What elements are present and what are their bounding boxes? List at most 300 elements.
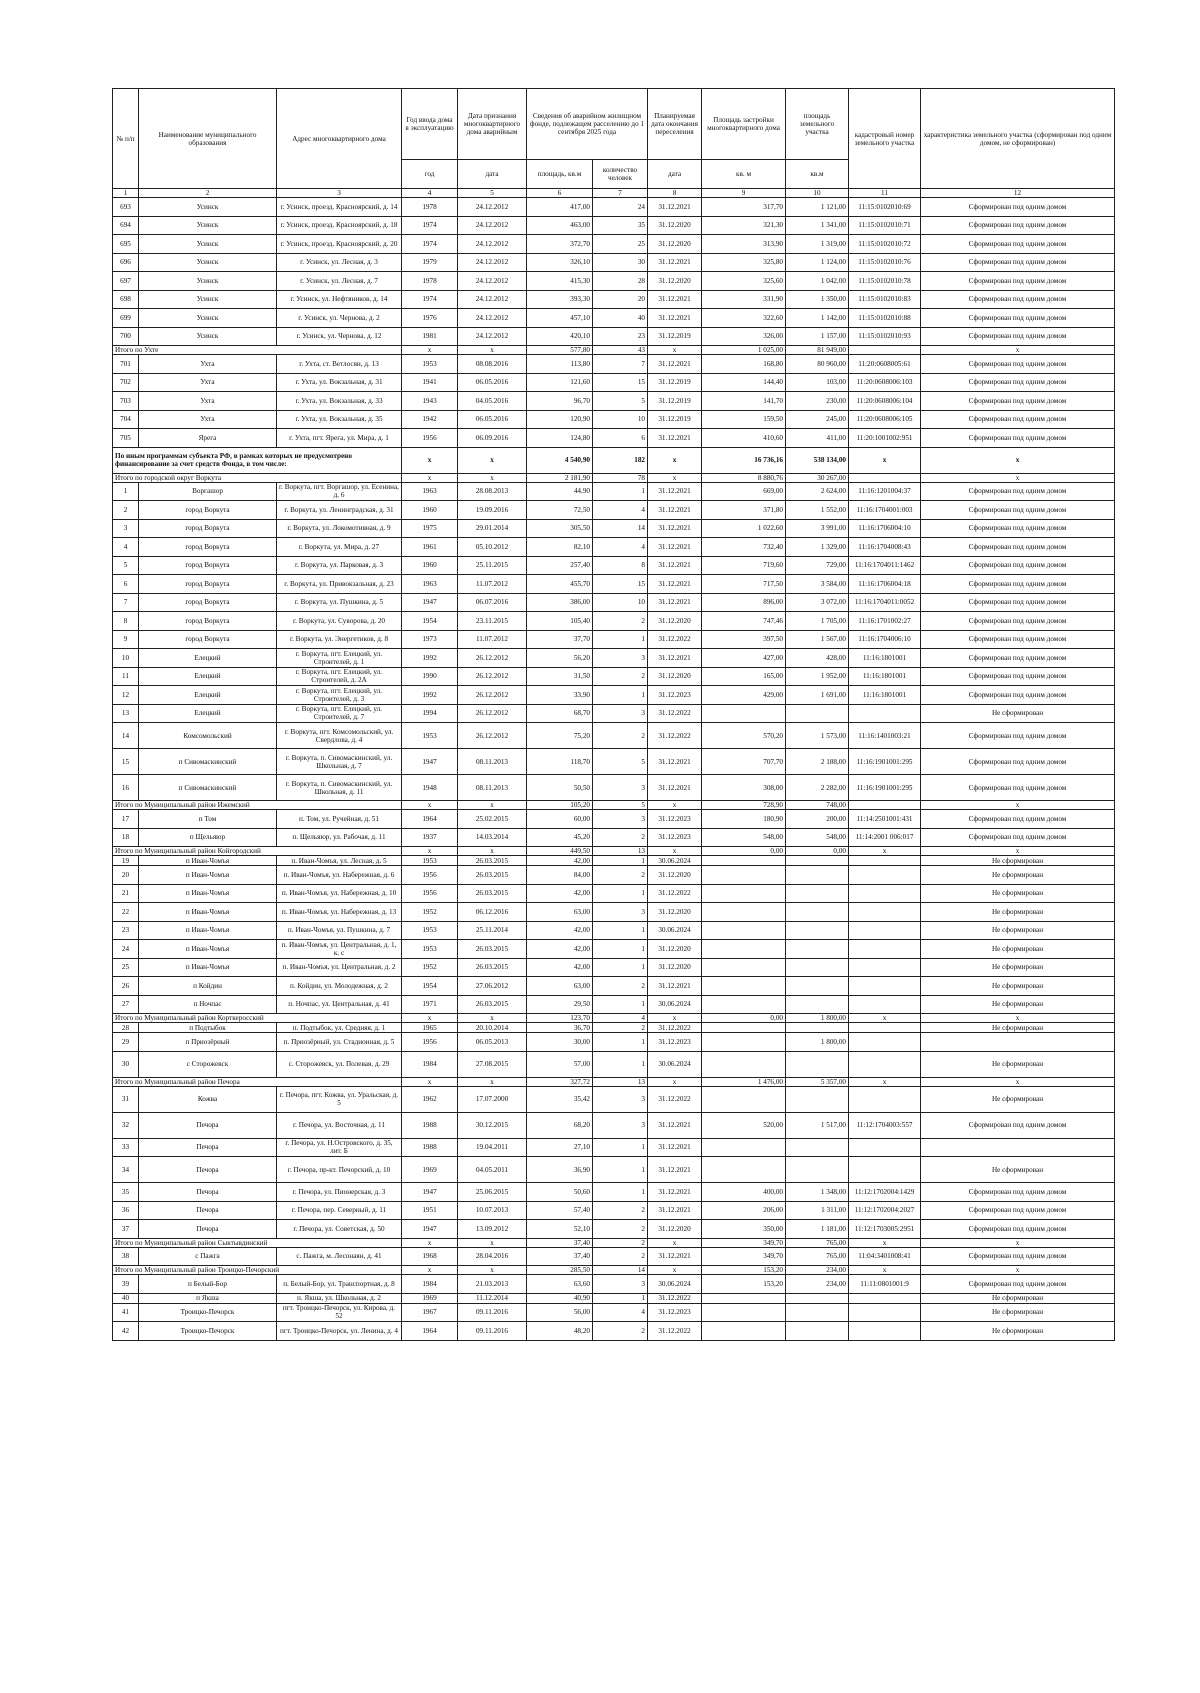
date-emergency-cell: 11.12.2014 [458, 1293, 527, 1303]
column-number: 3 [277, 189, 402, 198]
row-no-cell: 702 [113, 373, 139, 392]
area-cell: 415,30 [527, 272, 593, 291]
municipality-cell: п Иван-Чомъя [139, 958, 277, 977]
people-cell: 2 [593, 866, 648, 885]
planned-date-cell: 31.12.2021 [648, 501, 702, 520]
subtotal-cell: 327,72 [527, 1077, 593, 1086]
date-emergency-cell: 21.03.2013 [458, 1275, 527, 1294]
area-cell: 124,80 [527, 429, 593, 448]
table-row [113, 704, 1115, 723]
row-no-cell: 39 [113, 1275, 139, 1294]
land-area-cell: 3 584,00 [786, 575, 849, 594]
build-area-cell: 520,00 [702, 1112, 786, 1138]
municipality-cell: Троицко-Печорск [139, 1322, 277, 1341]
cadastral-number-cell: 11:16:1801001 [849, 649, 921, 668]
subtotal-cell: x [458, 847, 527, 856]
people-cell: 2 [593, 667, 648, 686]
table-row [113, 1183, 1115, 1202]
land-characteristic-cell: Не сформирован [921, 884, 1115, 903]
land-area-cell: 1 350,00 [786, 290, 849, 309]
planned-date-cell: 31.12.2022 [648, 1293, 702, 1303]
header-date-emergency: Дата признания многоквартирного дома аварийным [458, 89, 527, 160]
area-cell: 72,50 [527, 501, 593, 520]
table-row [113, 556, 1115, 575]
table-row [113, 884, 1115, 903]
table-row [113, 1138, 1115, 1157]
people-cell: 4 [593, 538, 648, 557]
build-area-cell: 325,60 [702, 272, 786, 291]
cadastral-number-cell: 11:16:1801001 [849, 667, 921, 686]
land-area-cell: 1 142,00 [786, 309, 849, 328]
subtotal-label: Итого по Муниципальный район Сыктывдинский [113, 1238, 402, 1247]
planned-date-cell: 31.12.2021 [648, 429, 702, 448]
people-cell: 15 [593, 575, 648, 594]
land-characteristic-cell: Сформирован под одним домом [921, 1183, 1115, 1202]
row-no-cell: 9 [113, 630, 139, 649]
cadastral-number-cell [849, 856, 921, 866]
municipality-cell: город Воркута [139, 630, 277, 649]
year-cell: 1984 [402, 1051, 458, 1077]
sub-area: площадь, кв.м [527, 160, 593, 189]
column-number: 1 [113, 189, 139, 198]
table-body [113, 198, 1115, 1341]
area-cell: 121,60 [527, 373, 593, 392]
subtotal-cell: x [648, 1238, 702, 1247]
build-area-cell: 429,00 [702, 686, 786, 705]
year-cell: 1967 [402, 1303, 458, 1322]
sub-sqm-land: кв.м [786, 160, 849, 189]
header-land-area: площадь земельного участка [786, 89, 849, 160]
cadastral-number-cell: 11:16:1704008:43 [849, 538, 921, 557]
land-characteristic-cell: Не сформирован [921, 1322, 1115, 1341]
row-no-cell: 12 [113, 686, 139, 705]
build-area-cell: 1 022,60 [702, 519, 786, 538]
subtotal-row [113, 473, 1115, 482]
municipality-cell: Печора [139, 1220, 277, 1239]
cadastral-number-cell [849, 704, 921, 723]
subtotal-cell: x [921, 1077, 1115, 1086]
people-cell: 20 [593, 290, 648, 309]
municipality-cell: город Воркута [139, 593, 277, 612]
table-row [113, 995, 1115, 1014]
land-area-cell: 1 800,00 [786, 1033, 849, 1052]
build-area-cell [702, 1086, 786, 1112]
planned-date-cell: 31.12.2019 [648, 392, 702, 411]
build-area-cell: 350,00 [702, 1220, 786, 1239]
land-characteristic-cell: Сформирован под одним домом [921, 1201, 1115, 1220]
people-cell: 14 [593, 519, 648, 538]
build-area-cell: 322,60 [702, 309, 786, 328]
area-cell: 30,00 [527, 1033, 593, 1052]
address-cell: пгт. Троицко-Печорск, ул. Ленина, д. 4 [277, 1322, 402, 1341]
municipality-cell: Елецкий [139, 704, 277, 723]
date-emergency-cell: 27.08.2015 [458, 1051, 527, 1077]
table-row [113, 309, 1115, 328]
cadastral-number-cell [849, 940, 921, 959]
land-characteristic-cell: Сформирован под одним домом [921, 290, 1115, 309]
build-area-cell: 206,00 [702, 1201, 786, 1220]
subtotal-cell: x [458, 1077, 527, 1086]
area-cell: 417,00 [527, 198, 593, 217]
land-area-cell [786, 921, 849, 940]
table-row [113, 1247, 1115, 1266]
table-row [113, 519, 1115, 538]
year-cell: 1947 [402, 749, 458, 775]
address-cell: г. Печора, ул. Восточная, д. 11 [277, 1112, 402, 1138]
year-cell: 1968 [402, 1247, 458, 1266]
land-area-cell [786, 704, 849, 723]
land-area-cell: 1 341,00 [786, 216, 849, 235]
subtotal-cell: x [921, 801, 1115, 810]
cadastral-number-cell [849, 884, 921, 903]
planned-date-cell: 31.12.2019 [648, 410, 702, 429]
address-cell: с. Сторожевск, ул. Полевая, д. 29 [277, 1051, 402, 1077]
subtotal-label: Итого по Муниципальный район Троицко-Печорский [113, 1266, 402, 1275]
land-area-cell [786, 1322, 849, 1341]
planned-date-cell: 31.12.2023 [648, 1303, 702, 1322]
municipality-cell: Комсомольский [139, 723, 277, 749]
planned-date-cell: 31.12.2019 [648, 373, 702, 392]
municipality-cell: Печора [139, 1157, 277, 1183]
planned-date-cell: 31.12.2021 [648, 355, 702, 374]
area-cell: 372,70 [527, 235, 593, 254]
land-characteristic-cell: Сформирован под одним домом [921, 1247, 1115, 1266]
table-row [113, 1293, 1115, 1303]
cadastral-number-cell: 11:16:1901001:295 [849, 749, 921, 775]
municipality-cell: с Пажга [139, 1247, 277, 1266]
year-cell: 1965 [402, 1023, 458, 1033]
area-cell: 36,70 [527, 1023, 593, 1033]
year-cell: 1988 [402, 1112, 458, 1138]
address-cell: г. Воркута, пгт. Елецкий, ул. Строителей, д. 1 [277, 649, 402, 668]
land-area-cell: 234,00 [786, 1275, 849, 1294]
year-cell: 1954 [402, 612, 458, 631]
build-area-cell: 707,70 [702, 749, 786, 775]
area-cell: 63,60 [527, 1275, 593, 1294]
row-no-cell: 21 [113, 884, 139, 903]
municipality-cell: Ухта [139, 392, 277, 411]
cadastral-number-cell: 11:16:1901001:295 [849, 775, 921, 801]
table-row [113, 649, 1115, 668]
cadastral-number-cell: 11:14:2501001:431 [849, 810, 921, 829]
row-no-cell: 23 [113, 921, 139, 940]
area-cell: 105,40 [527, 612, 593, 631]
land-characteristic-cell: Сформирован под одним домом [921, 723, 1115, 749]
table-row [113, 940, 1115, 959]
land-characteristic-cell: Не сформирован [921, 1023, 1115, 1033]
table-row [113, 272, 1115, 291]
sub-year: год [402, 160, 458, 189]
row-no-cell: 33 [113, 1138, 139, 1157]
row-no-cell: 5 [113, 556, 139, 575]
land-characteristic-cell: Сформирован под одним домом [921, 649, 1115, 668]
address-cell: г. Воркута, ул. Пушкина, д. 5 [277, 593, 402, 612]
date-emergency-cell: 06.05.2016 [458, 373, 527, 392]
date-emergency-cell: 25.11.2015 [458, 556, 527, 575]
column-number-row [113, 189, 1115, 198]
subtotal-label: Итого по Муниципальный район Корткеросский [113, 1014, 402, 1023]
area-cell: 56,00 [527, 1303, 593, 1322]
row-no-cell: 16 [113, 775, 139, 801]
table-row [113, 958, 1115, 977]
column-number: 11 [849, 189, 921, 198]
subtotal-cell: x [458, 1238, 527, 1247]
date-emergency-cell: 26.03.2015 [458, 866, 527, 885]
municipality-cell: Воргашор [139, 482, 277, 501]
subtotal-cell: x [458, 1014, 527, 1023]
table-row [113, 866, 1115, 885]
table-row [113, 575, 1115, 594]
area-cell: 52,10 [527, 1220, 593, 1239]
subtotal-cell: x [921, 1014, 1115, 1023]
build-area-cell: 371,80 [702, 501, 786, 520]
cadastral-number-cell: 11:16:1401003:21 [849, 723, 921, 749]
land-area-cell: 1 311,00 [786, 1201, 849, 1220]
date-emergency-cell: 26.12.2012 [458, 723, 527, 749]
land-characteristic-cell: Сформирован под одним домом [921, 538, 1115, 557]
sub-date-planned: дата [648, 160, 702, 189]
people-cell: 1 [593, 940, 648, 959]
subtotal-cell: 123,70 [527, 1014, 593, 1023]
municipality-cell: Печора [139, 1138, 277, 1157]
table-row [113, 921, 1115, 940]
date-emergency-cell: 24.12.2012 [458, 198, 527, 217]
date-emergency-cell: 13.09.2012 [458, 1220, 527, 1239]
land-characteristic-cell: Не сформирован [921, 958, 1115, 977]
year-cell: 1962 [402, 1086, 458, 1112]
area-cell: 393,30 [527, 290, 593, 309]
table-row [113, 1220, 1115, 1239]
area-cell: 37,70 [527, 630, 593, 649]
land-characteristic-cell: Сформирован под одним домом [921, 501, 1115, 520]
address-cell: г. Усинск, ул. Чернова, д. 2 [277, 309, 402, 328]
planned-date-cell: 31.12.2021 [648, 649, 702, 668]
table-row [113, 810, 1115, 829]
land-area-cell: 200,00 [786, 810, 849, 829]
land-area-cell [786, 1023, 849, 1033]
planned-date-cell: 30.06.2024 [648, 856, 702, 866]
municipality-cell: город Воркута [139, 612, 277, 631]
area-cell: 50,60 [527, 1183, 593, 1202]
date-emergency-cell: 26.03.2015 [458, 940, 527, 959]
row-no-cell: 14 [113, 723, 139, 749]
planned-date-cell: 31.12.2021 [648, 1201, 702, 1220]
subtotal-label: Итого по городской округ Воркута [113, 473, 402, 482]
area-cell: 420,10 [527, 327, 593, 346]
date-emergency-cell: 10.07.2013 [458, 1201, 527, 1220]
date-emergency-cell: 24.12.2012 [458, 216, 527, 235]
date-emergency-cell: 06.05.2013 [458, 1033, 527, 1052]
address-cell: г. Воркута, п. Сивомаскинский, ул. Школьная, д. 11 [277, 775, 402, 801]
row-no-cell: 700 [113, 327, 139, 346]
area-cell: 40,90 [527, 1293, 593, 1303]
subtotal-cell: 234,00 [786, 1266, 849, 1275]
address-cell: г. Печора, ул. Пионерская, д. 3 [277, 1183, 402, 1202]
municipality-cell: Ухта [139, 355, 277, 374]
table-row [113, 482, 1115, 501]
land-area-cell: 1 517,00 [786, 1112, 849, 1138]
row-no-cell: 35 [113, 1183, 139, 1202]
subtotal-cell: x [648, 447, 702, 473]
build-area-cell: 669,00 [702, 482, 786, 501]
build-area-cell: 427,00 [702, 649, 786, 668]
planned-date-cell: 31.12.2021 [648, 775, 702, 801]
date-emergency-cell: 19.09.2016 [458, 501, 527, 520]
year-cell: 1947 [402, 593, 458, 612]
people-cell: 15 [593, 373, 648, 392]
land-characteristic-cell: Не сформирован [921, 1293, 1115, 1303]
year-cell: 1942 [402, 410, 458, 429]
build-area-cell: 321,30 [702, 216, 786, 235]
build-area-cell: 717,50 [702, 575, 786, 594]
people-cell: 1 [593, 958, 648, 977]
housing-table [112, 88, 1115, 1341]
land-characteristic-cell: Не сформирован [921, 940, 1115, 959]
land-characteristic-cell: Сформирован под одним домом [921, 392, 1115, 411]
planned-date-cell: 31.12.2021 [648, 1112, 702, 1138]
municipality-cell: п Якша [139, 1293, 277, 1303]
address-cell: п. Иван-Чомъя, ул. Лесная, д. 5 [277, 856, 402, 866]
municipality-cell: Ярега [139, 429, 277, 448]
date-emergency-cell: 09.11.2016 [458, 1322, 527, 1341]
subtotal-cell: x [402, 847, 458, 856]
planned-date-cell: 31.12.2021 [648, 519, 702, 538]
subtotal-cell: x [402, 346, 458, 355]
people-cell: 1 [593, 884, 648, 903]
land-area-cell [786, 940, 849, 959]
build-area-cell [702, 1303, 786, 1322]
people-cell: 2 [593, 977, 648, 996]
land-area-cell [786, 1051, 849, 1077]
people-cell: 3 [593, 775, 648, 801]
subtotal-cell: 577,80 [527, 346, 593, 355]
municipality-cell: город Воркута [139, 501, 277, 520]
land-characteristic-cell: Сформирован под одним домом [921, 1112, 1115, 1138]
people-cell: 3 [593, 704, 648, 723]
people-cell: 10 [593, 593, 648, 612]
row-no-cell: 37 [113, 1220, 139, 1239]
land-area-cell [786, 884, 849, 903]
table-row [113, 538, 1115, 557]
year-cell: 1953 [402, 856, 458, 866]
year-cell: 1974 [402, 216, 458, 235]
subtotal-cell: 1 800,00 [786, 1014, 849, 1023]
land-area-cell: 1 552,00 [786, 501, 849, 520]
build-area-cell [702, 958, 786, 977]
subtotal-cell: 765,00 [786, 1238, 849, 1247]
year-cell: 1956 [402, 866, 458, 885]
row-no-cell: 31 [113, 1086, 139, 1112]
year-cell: 1952 [402, 958, 458, 977]
table-row [113, 667, 1115, 686]
sub-people: количество человек [593, 160, 648, 189]
table-row [113, 723, 1115, 749]
table-row [113, 410, 1115, 429]
area-cell: 113,80 [527, 355, 593, 374]
area-cell: 96,70 [527, 392, 593, 411]
build-area-cell [702, 1023, 786, 1033]
year-cell: 1964 [402, 810, 458, 829]
subtotal-cell: 1 025,00 [702, 346, 786, 355]
municipality-cell: Печора [139, 1201, 277, 1220]
address-cell: п. Ночпас, ул. Центральная, д. 41 [277, 995, 402, 1014]
people-cell: 2 [593, 1220, 648, 1239]
address-cell: г. Усинск, проезд. Красноярский, д. 14 [277, 198, 402, 217]
land-characteristic-cell: Не сформирован [921, 903, 1115, 922]
cadastral-number-cell: 11:12:1702004:2027 [849, 1201, 921, 1220]
subtotal-cell: x [402, 1077, 458, 1086]
land-characteristic-cell [921, 1033, 1115, 1052]
planned-date-cell: 31.12.2022 [648, 723, 702, 749]
row-no-cell: 697 [113, 272, 139, 291]
address-cell: п. Иван-Чомъя, ул. Набережная, д. 6 [277, 866, 402, 885]
row-no-cell: 40 [113, 1293, 139, 1303]
date-emergency-cell: 30.12.2015 [458, 1112, 527, 1138]
planned-date-cell: 30.06.2024 [648, 921, 702, 940]
municipality-cell: город Воркута [139, 556, 277, 575]
land-characteristic-cell: Не сформирован [921, 1086, 1115, 1112]
land-characteristic-cell: Сформирован под одним домом [921, 593, 1115, 612]
subtotal-label: Итого по Муниципальный район Койгородский [113, 847, 402, 856]
date-emergency-cell: 29.01.2014 [458, 519, 527, 538]
address-cell: г. Ухта, ул. Вокзальная, д. 31 [277, 373, 402, 392]
planned-date-cell: 31.12.2021 [648, 575, 702, 594]
table-row [113, 1086, 1115, 1112]
land-characteristic-cell: Не сформирован [921, 856, 1115, 866]
cadastral-number-cell: 11:16:1704006:10 [849, 630, 921, 649]
year-cell: 1956 [402, 884, 458, 903]
year-cell: 1956 [402, 429, 458, 448]
land-characteristic-cell [921, 1138, 1115, 1157]
address-cell: п. Иван-Чомъя, ул. Пушкина, д. 7 [277, 921, 402, 940]
land-characteristic-cell: Сформирован под одним домом [921, 198, 1115, 217]
planned-date-cell: 31.12.2023 [648, 1033, 702, 1052]
land-characteristic-cell: Сформирован под одним домом [921, 253, 1115, 272]
land-characteristic-cell: Сформирован под одним домом [921, 1275, 1115, 1294]
people-cell: 1 [593, 1138, 648, 1157]
year-cell: 1988 [402, 1138, 458, 1157]
land-area-cell: 1 121,00 [786, 198, 849, 217]
row-no-cell: 7 [113, 593, 139, 612]
land-area-cell [786, 1138, 849, 1157]
address-cell: г. Воркута, ул. Привокзальная, д. 23 [277, 575, 402, 594]
area-cell: 42,00 [527, 940, 593, 959]
planned-date-cell: 31.12.2021 [648, 253, 702, 272]
column-number: 6 [527, 189, 593, 198]
subtotal-cell: x [458, 447, 527, 473]
build-area-cell: 400,00 [702, 1183, 786, 1202]
row-no-cell: 38 [113, 1247, 139, 1266]
land-characteristic-cell: Сформирован под одним домом [921, 828, 1115, 847]
address-cell: г. Воркута, ул. Энергетиков, д. 8 [277, 630, 402, 649]
area-cell: 457,10 [527, 309, 593, 328]
year-cell: 1963 [402, 575, 458, 594]
year-cell: 1992 [402, 686, 458, 705]
year-cell: 1956 [402, 1033, 458, 1052]
date-emergency-cell: 24.12.2012 [458, 235, 527, 254]
column-number: 4 [402, 189, 458, 198]
row-no-cell: 20 [113, 866, 139, 885]
date-emergency-cell: 20.10.2014 [458, 1023, 527, 1033]
municipality-cell: п Том [139, 810, 277, 829]
date-emergency-cell: 24.12.2012 [458, 290, 527, 309]
row-no-cell: 705 [113, 429, 139, 448]
people-cell: 28 [593, 272, 648, 291]
row-no-cell: 27 [113, 995, 139, 1014]
subtotal-cell: 153,20 [702, 1266, 786, 1275]
planned-date-cell: 31.12.2021 [648, 482, 702, 501]
address-cell: г. Печора, пр-кт. Печорский, д. 10 [277, 1157, 402, 1183]
